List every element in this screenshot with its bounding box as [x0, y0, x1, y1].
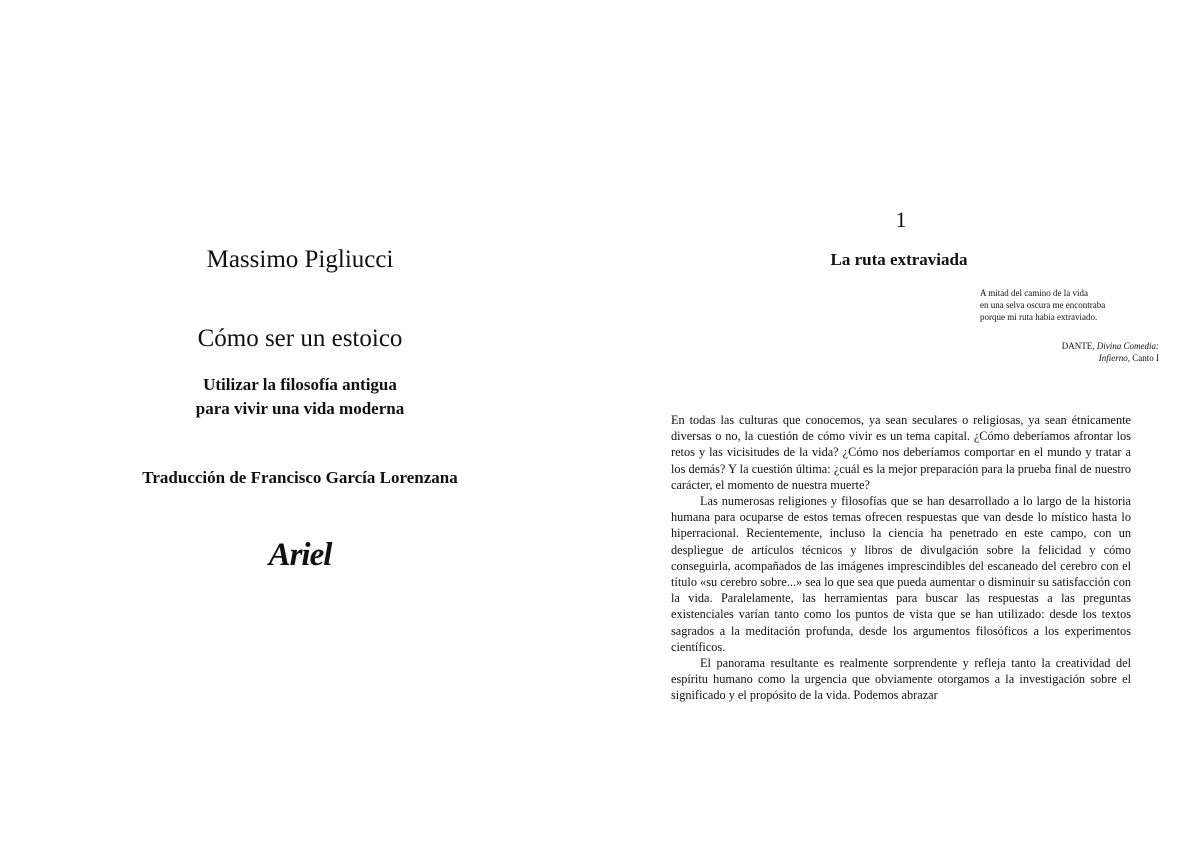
chapter-page: [600, 0, 1200, 849]
attribution-author: DANTE,: [1061, 341, 1097, 351]
translator-credit: Traducción de Francisco García Lorenzana: [142, 468, 458, 487]
attribution-line-2: [940, 352, 1159, 364]
epigraph-attribution: [940, 340, 1159, 364]
epigraph-line: en una selva oscura me encontraba: [980, 300, 1106, 310]
attribution-canto: , Canto I: [1127, 353, 1159, 363]
subtitle-line: para vivir una vida moderna: [195, 399, 405, 418]
chapter-number: 1: [895, 207, 907, 232]
book-title: Cómo ser un estoico: [197, 325, 403, 352]
paragraph: El panorama resultante es realmente sorprendente y refleja tanto la creatividad del espíritu humano como la urgencia que obviamente otorgamos a la investigación sobre el significado y el propósito de la vida. Podemos abrazar: [671, 656, 1131, 703]
epigraph: [980, 287, 1155, 323]
attribution-part: Infierno: [1098, 353, 1128, 363]
paragraph: Las numerosas religiones y filosofías que se han desarrollado a lo largo de la historia humana para ocuparse de estos temas ofrecen respuestas que van desde lo místico hasta lo hiperracional. Recientemente, incluso la ciencia ha penetrado en este campo, con un despliegue de artículos técnicos y libros de divulgación sobre la felicidad y cómo conseguirla, acompañados de las imágenes imprescindibles del escaneado del cerebro con el título «su cerebro sobre...» sea lo que sea que pueda aumentar o disminuir su satisfacción con la vida. Paralelamente, las herramientas para buscar las respuestas a las preguntas existenciales varían tanto como los puntos de vista que se han utilizado: desde los textos sagrados a la meditación profunda, desde los argumentos filosóficos a los experimentos científicos.: [671, 494, 1131, 654]
book-subtitle: [0, 373, 600, 421]
attribution-line-1: [940, 340, 1159, 352]
epigraph-line: porque mi ruta había extraviado.: [980, 312, 1098, 322]
epigraph-line: A mitad del camino de la vida: [980, 288, 1088, 298]
author-name: Massimo Pigliucci: [206, 246, 394, 273]
subtitle-line: Utilizar la filosofía antigua: [203, 375, 397, 394]
chapter-title: La ruta extraviada: [830, 250, 968, 269]
paragraph: En todas las culturas que conocemos, ya sean seculares o religiosas, ya sean étnicamente diversas o no, la cuestión de cómo vivir es un tema capital. ¿Cómo deberíamos afrontar los retos y las vicisitudes de la vida? ¿Cómo nos deberíamos comportar en el mundo y tratar a los demás? Y la cuestión última: ¿cuál es la mejor preparación para la prueba final de nuestro carácter, el momento de nuestra muerte?: [671, 413, 1131, 492]
chapter-body: [671, 412, 1131, 704]
publisher-logo: Ariel: [268, 537, 332, 573]
attribution-work: Divina Comedia:: [1096, 341, 1159, 351]
